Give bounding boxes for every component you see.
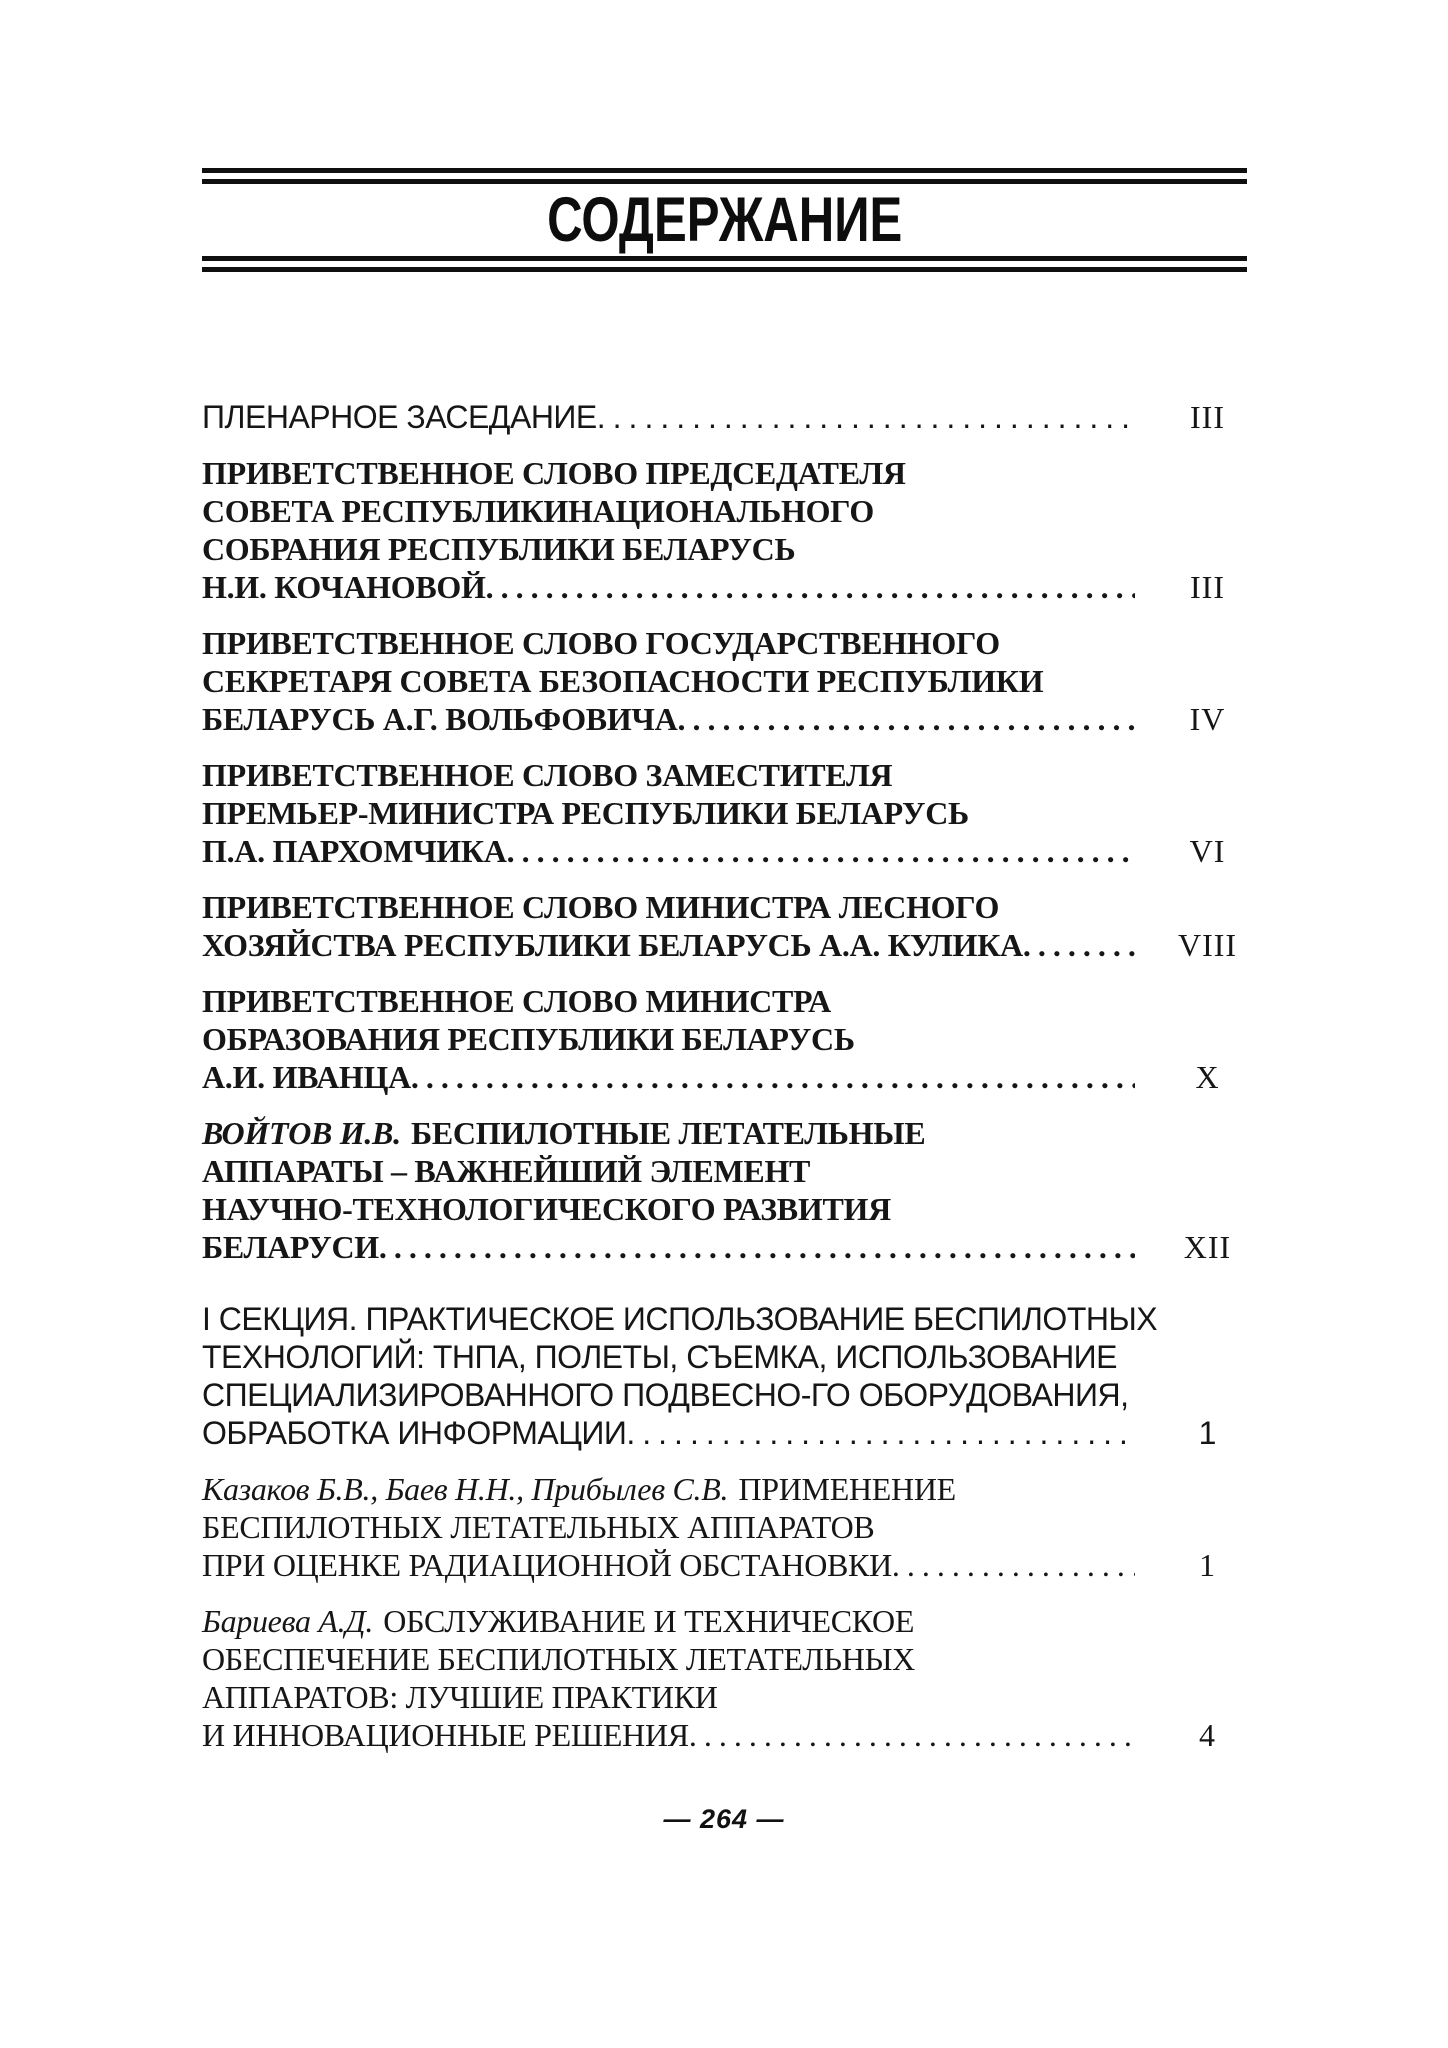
dot-leader [689, 1716, 1135, 1754]
toc-entry-voitov [202, 1114, 1260, 1266]
toc-line: ПРИВЕТСТВЕННОЕ СЛОВО ГОСУДАРСТВЕННОГО [202, 625, 1000, 661]
toc-line: АППАРАТЫ – ВАЖНЕЙШИЙ ЭЛЕМЕНТ [202, 1153, 811, 1189]
toc-entry-author: ВОЙТОВ И.В. [202, 1115, 401, 1151]
toc-entry-kochanova [202, 454, 1260, 606]
toc-line: НАУЧНО-ТЕХНОЛОГИЧЕСКОГО РАЗВИТИЯ [202, 1191, 891, 1227]
toc-line: СОБРАНИЯ РЕСПУБЛИКИ БЕЛАРУСЬ [202, 531, 796, 567]
toc-line [202, 1114, 1260, 1152]
toc-line [202, 1470, 1260, 1508]
dot-leader [892, 1546, 1135, 1584]
toc-line [202, 832, 1260, 870]
toc-line: ПРИВЕТСТВЕННОЕ СЛОВО МИНИСТРА [202, 983, 831, 1019]
dot-leader [379, 1228, 1135, 1266]
toc-entry-title: А.И. ИВАНЦА [202, 1059, 411, 1095]
dot-leader [597, 398, 1135, 436]
toc-list [202, 398, 1260, 1754]
dot-leader [677, 700, 1135, 738]
toc-entry-ivanets [202, 982, 1260, 1096]
page-number: 1 [1199, 1547, 1216, 1583]
toc-line [202, 700, 1260, 738]
dot-leader [507, 832, 1135, 870]
page-number: III [1190, 569, 1225, 605]
toc-line [202, 1546, 1260, 1584]
toc-entry-volfovich [202, 624, 1260, 738]
toc-entry-title: БЕЛАРУСИ [202, 1229, 379, 1265]
dot-leader [626, 1414, 1135, 1452]
toc-line [202, 1716, 1260, 1754]
toc-entry-title: Н.И. КОЧАНОВОЙ [202, 569, 486, 605]
toc-entry-title: И ИННОВАЦИОННЫЕ РЕШЕНИЯ [202, 1717, 689, 1753]
toc-entry-title: ХОЗЯЙСТВА РЕСПУБЛИКИ БЕЛАРУСЬ А.А. КУЛИКА [202, 927, 1023, 963]
toc-entry-parkhomchik [202, 756, 1260, 870]
toc-entry-author: Казаков Б.В., Баев Н.Н., Прибылев С.В. [202, 1471, 729, 1507]
toc-entry-author: Бариева А.Д. [202, 1603, 374, 1639]
toc-entry-section-1 [202, 1300, 1260, 1452]
toc-entry-title: ОБСЛУЖИВАНИЕ И ТЕХНИЧЕСКОЕ [383, 1603, 915, 1639]
toc-line [202, 1228, 1260, 1266]
page-number: VIII [1177, 927, 1238, 963]
toc-line [202, 926, 1260, 964]
page-footer [0, 1802, 1448, 1836]
toc-entry-kazakov [202, 1470, 1260, 1584]
toc-entry-plenary [202, 398, 1260, 436]
toc-entry-barieva [202, 1602, 1260, 1754]
toc-line: БЕСПИЛОТНЫХ ЛЕТАТЕЛЬНЫХ АППАРАТОВ [202, 1509, 875, 1545]
toc-entry-title: БЕСПИЛОТНЫЕ ЛЕТАТЕЛЬНЫЕ [411, 1115, 926, 1151]
dot-leader [486, 568, 1135, 606]
toc-line: ПРИВЕТСТВЕННОЕ СЛОВО МИНИСТРА ЛЕСНОГО [202, 889, 1000, 925]
toc-line: ОБРАЗОВАНИЯ РЕСПУБЛИКИ БЕЛАРУСЬ [202, 1021, 855, 1057]
toc-line [202, 1414, 1260, 1452]
toc-line: СЕКРЕТАРЯ СОВЕТА БЕЗОПАСНОСТИ РЕСПУБЛИКИ [202, 663, 1044, 699]
dot-leader [1023, 926, 1135, 964]
toc-entry-title: ПЛЕНАРНОЕ ЗАСЕДАНИЕ [202, 399, 597, 435]
page-number: X [1195, 1059, 1220, 1095]
toc-line: СПЕЦИАЛИЗИРОВАННОГО ПОДВЕСНО-ГО ОБОРУДОВАНИЯ, [202, 1377, 1129, 1413]
page-number: IV [1189, 701, 1226, 737]
toc-line: ТЕХНОЛОГИЙ: ТНПА, ПОЛЕТЫ, СЪЕМКА, ИСПОЛЬЗОВАНИЕ [202, 1339, 1118, 1375]
page-number: VI [1189, 833, 1226, 869]
toc-entry-title: ПРИМЕНЕНИЕ [738, 1471, 956, 1507]
page-number: XII [1183, 1229, 1232, 1265]
toc-entry-title: П.А. ПАРХОМЧИКА [202, 833, 507, 869]
toc-line: ОБЕСПЕЧЕНИЕ БЕСПИЛОТНЫХ ЛЕТАТЕЛЬНЫХ [202, 1641, 915, 1677]
toc-line: ПРЕМЬЕР-МИНИСТРА РЕСПУБЛИКИ БЕЛАРУСЬ [202, 795, 969, 831]
toc-entry-title: ПРИ ОЦЕНКЕ РАДИАЦИОННОЙ ОБСТАНОВКИ [202, 1547, 892, 1583]
page-number: III [1190, 399, 1225, 435]
toc-line: ПРИВЕТСТВЕННОЕ СЛОВО ПРЕДСЕДАТЕЛЯ [202, 455, 906, 491]
toc-line [202, 1058, 1260, 1096]
toc-line: СОВЕТА РЕСПУБЛИКИНАЦИОНАЛЬНОГО [202, 493, 875, 529]
toc-line: ПРИВЕТСТВЕННОЕ СЛОВО ЗАМЕСТИТЕЛЯ [202, 757, 893, 793]
toc-line [202, 568, 1260, 606]
toc-entry-kulik [202, 888, 1260, 964]
page-title: СОДЕРЖАНИЕ [546, 185, 903, 255]
page-number: 4 [1199, 1717, 1216, 1753]
toc-line [202, 398, 1260, 436]
title-block [202, 168, 1247, 272]
toc-line [202, 1602, 1260, 1640]
toc-entry-title: БЕЛАРУСЬ А.Г. ВОЛЬФОВИЧА [202, 701, 678, 737]
toc-entry-title: ОБРАБОТКА ИНФОРМАЦИИ [202, 1415, 627, 1451]
dot-leader [411, 1058, 1135, 1096]
toc-line: I СЕКЦИЯ. ПРАКТИЧЕСКОЕ ИСПОЛЬЗОВАНИЕ БЕСПИЛОТНЫХ [202, 1301, 1158, 1337]
page-number: 1 [1198, 1415, 1217, 1451]
toc-line: АППАРАТОВ: ЛУЧШИЕ ПРАКТИКИ [202, 1679, 718, 1715]
footer-page-number: — 264 — [663, 1804, 785, 1834]
